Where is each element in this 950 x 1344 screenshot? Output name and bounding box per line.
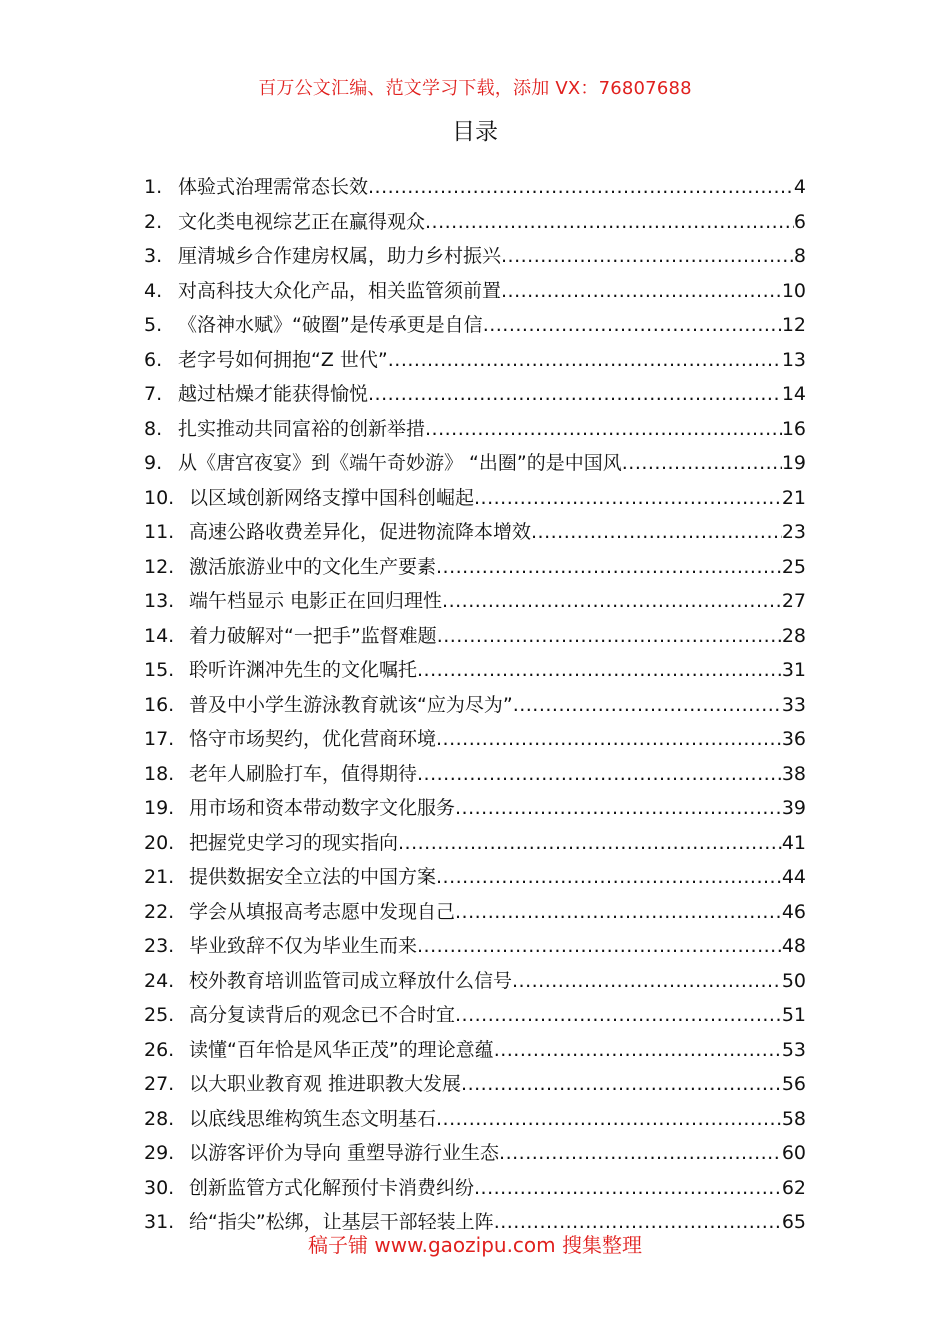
page-title: 目录 [452,119,498,145]
toc-entry-number: 11. [144,521,175,543]
toc-entry[interactable] [144,446,806,481]
toc-entry-number: 31. [144,1211,175,1233]
toc-entry-page: 50 [781,969,806,992]
toc-entry[interactable] [144,1033,806,1068]
toc-entry-title: 用市场和资本带动数字文化服务 [189,797,456,819]
toc-entry-page: 27 [781,590,806,612]
toc-entry-number: 10. [144,486,175,509]
toc-entry-title: 对高科技大众化产品，相关监管须前置 [178,279,502,302]
toc-entry[interactable] [144,239,806,274]
toc-entry[interactable] [144,274,806,309]
toc-entry-title: 从《唐宫夜宴》到《端午奇妙游》 “出圈”的是中国风 [178,452,622,474]
toc-entry[interactable] [144,308,806,343]
toc-entry[interactable] [144,619,806,654]
toc-dot-leader [531,515,782,550]
toc-entry[interactable] [144,412,806,447]
toc-dot-leader [417,757,782,792]
toc-entry-title: 文化类电视综艺正在赢得观众 [178,210,426,233]
toc-entry-title: 老字号如何拥抱“Z 世代” [178,348,388,371]
toc-entry[interactable] [144,895,806,930]
toc-entry-number: 23. [144,935,175,957]
toc-dot-leader [398,826,782,861]
toc-entry-title: 以大职业教育观 推进职教大发展 [189,1073,462,1095]
toc-dot-leader [437,619,782,654]
toc-entry-title: 把握党史学习的现实指向 [189,831,399,854]
toc-entry-title: 以底线思维构筑生态文明基石 [189,1107,437,1130]
toc-entry-number: 13. [144,590,175,612]
toc-entry-page: 4 [793,176,806,198]
toc-entry[interactable] [144,1067,806,1102]
toc-entry-title: 扎实推动共同富裕的创新举措 [178,417,426,440]
toc-dot-leader [513,688,782,723]
toc-entry[interactable] [144,481,806,516]
toc-entry-page: 16 [781,417,806,440]
toc-entry-number: 12. [144,555,175,578]
toc-entry-page: 62 [781,1176,806,1199]
toc-dot-leader [368,170,794,205]
toc-entry-page: 56 [781,1073,806,1095]
toc-entry-title: 厘清城乡合作建房权属，助力乡村振兴 [178,245,502,267]
toc-entry-number: 29. [144,1142,175,1164]
toc-entry[interactable] [144,757,806,792]
toc-dot-leader [461,1067,782,1102]
toc-entry-title: 激活旅游业中的文化生产要素 [189,555,437,578]
toc-entry[interactable] [144,170,806,205]
toc-entry[interactable] [144,722,806,757]
toc-entry-page: 14 [781,383,806,405]
toc-entry-title: 恪守市场契约，优化营商环境 [189,728,437,750]
toc-entry-title: 以区域创新网络支撑中国科创崛起 [189,486,475,509]
toc-entry[interactable] [144,688,806,723]
toc-dot-leader [388,343,782,378]
toc-entry-page: 8 [793,245,806,267]
toc-entry-page: 46 [781,900,806,923]
toc-entry-page: 39 [781,797,806,819]
toc-entry-number: 27. [144,1073,175,1095]
table-of-contents [144,170,806,1240]
toc-entry[interactable] [144,343,806,378]
toc-entry-title: 校外教育培训监管司成立释放什么信号 [189,969,513,992]
toc-entry-page: 28 [781,624,806,647]
toc-dot-leader [417,653,782,688]
toc-entry-page: 36 [781,728,806,750]
toc-entry-page: 6 [793,210,806,233]
toc-entry[interactable] [144,584,806,619]
toc-dot-leader [436,550,782,585]
toc-entry-number: 15. [144,659,175,681]
toc-dot-leader [455,895,782,930]
toc-entry-number: 25. [144,1004,175,1026]
toc-entry-page: 10 [781,279,806,302]
toc-dot-leader [425,205,794,240]
toc-entry-page: 38 [781,762,806,785]
toc-dot-leader [499,1136,782,1171]
toc-entry[interactable] [144,205,806,240]
toc-dot-leader [436,860,782,895]
toc-entry[interactable] [144,964,806,999]
toc-entry-title: 毕业致辞不仅为毕业生而来 [189,935,418,957]
toc-entry-number: 18. [144,762,175,785]
toc-dot-leader [455,791,782,826]
toc-entry-title: 读懂“百年恰是风华正茂”的理论意蕴 [189,1038,494,1061]
toc-entry[interactable] [144,826,806,861]
toc-entry-number: 30. [144,1176,175,1199]
toc-entry-number: 1. [144,176,163,198]
toc-entry-title: 聆听许渊冲先生的文化嘱托 [189,659,418,681]
toc-entry-page: 60 [781,1142,806,1164]
toc-entry-number: 16. [144,693,175,716]
toc-entry-title: 着力破解对“一把手”监督难题 [189,624,437,647]
toc-dot-leader [417,929,782,964]
toc-entry-page: 25 [781,555,806,578]
toc-entry-title: 以游客评价为导向 重塑导游行业生态 [189,1142,500,1164]
toc-entry-title: 老年人刷脸打车，值得期待 [189,762,418,785]
toc-entry-page: 53 [781,1038,806,1061]
toc-entry-title: 提供数据安全立法的中国方案 [189,866,437,888]
toc-entry-page: 23 [781,521,806,543]
toc-entry-title: 体验式治理需常态长效 [178,176,369,198]
toc-entry-title: 《洛神水赋》“破圈”是传承更是自信 [178,314,483,336]
toc-entry-number: 6. [144,348,163,371]
toc-entry-number: 5. [144,314,163,336]
toc-entry-number: 14. [144,624,175,647]
toc-entry-number: 21. [144,866,175,888]
toc-entry-page: 41 [781,831,806,854]
toc-entry-number: 26. [144,1038,175,1061]
toc-entry[interactable] [144,1136,806,1171]
toc-entry-title: 高分复读背后的观念已不合时宜 [189,1004,456,1026]
toc-entry-page: 48 [781,935,806,957]
toc-entry-number: 3. [144,245,163,267]
toc-entry-number: 20. [144,831,175,854]
toc-entry-number: 4. [144,279,163,302]
toc-dot-leader [622,446,782,481]
toc-dot-leader [474,481,782,516]
toc-entry[interactable] [144,929,806,964]
toc-entry-page: 65 [781,1211,806,1233]
toc-entry-page: 19 [781,452,806,474]
toc-entry-number: 17. [144,728,175,750]
toc-entry-title: 普及中小学生游泳教育就该“应为尽为” [189,693,513,716]
toc-entry-title: 创新监管方式化解预付卡消费纠纷 [189,1176,475,1199]
toc-dot-leader [368,377,782,412]
toc-entry-page: 51 [781,1004,806,1026]
toc-dot-leader [501,274,782,309]
toc-entry-page: 33 [781,693,806,716]
toc-entry[interactable] [144,515,806,550]
toc-entry-title: 给“指尖”松绑，让基层干部轻装上阵 [189,1211,494,1233]
toc-dot-leader [501,239,794,274]
toc-entry-page: 58 [781,1107,806,1130]
toc-entry-number: 28. [144,1107,175,1130]
toc-entry[interactable] [144,377,806,412]
toc-entry-page: 21 [781,486,806,509]
toc-dot-leader [442,584,782,619]
toc-entry-title: 学会从填报高考志愿中发现自己 [189,900,456,923]
toc-entry[interactable] [144,860,806,895]
toc-entry-page: 44 [781,866,806,888]
toc-entry[interactable] [144,1171,806,1206]
toc-entry-number: 8. [144,417,163,440]
toc-entry-number: 9. [144,452,163,474]
toc-entry-number: 2. [144,210,163,233]
toc-entry-page: 31 [781,659,806,681]
toc-dot-leader [455,998,782,1033]
toc-entry-number: 19. [144,797,175,819]
toc-dot-leader [494,1033,782,1068]
toc-entry-page: 13 [781,348,806,371]
toc-entry[interactable] [144,550,806,585]
toc-dot-leader [436,1102,782,1137]
toc-dot-leader [436,722,782,757]
toc-entry-title: 端午档显示 电影正在回归理性 [189,590,443,612]
toc-dot-leader [474,1171,782,1206]
toc-entry[interactable] [144,998,806,1033]
toc-entry-number: 24. [144,969,175,992]
footer-banner: 稿子铺 www.gaozipu.com 搜集整理 [308,1233,642,1257]
toc-entry-title: 越过枯燥才能获得愉悦 [178,383,369,405]
toc-entry-page: 12 [781,314,806,336]
toc-entry-title: 高速公路收费差异化，促进物流降本增效 [189,521,532,543]
toc-dot-leader [483,308,782,343]
toc-dot-leader [512,964,782,999]
header-banner: 百万公文汇编、范文学习下载，添加 VX：76807688 [258,78,692,99]
toc-entry[interactable] [144,1102,806,1137]
toc-entry[interactable] [144,791,806,826]
toc-entry[interactable] [144,653,806,688]
toc-entry-number: 7. [144,383,163,405]
toc-dot-leader [425,412,782,447]
toc-entry-number: 22. [144,900,175,923]
